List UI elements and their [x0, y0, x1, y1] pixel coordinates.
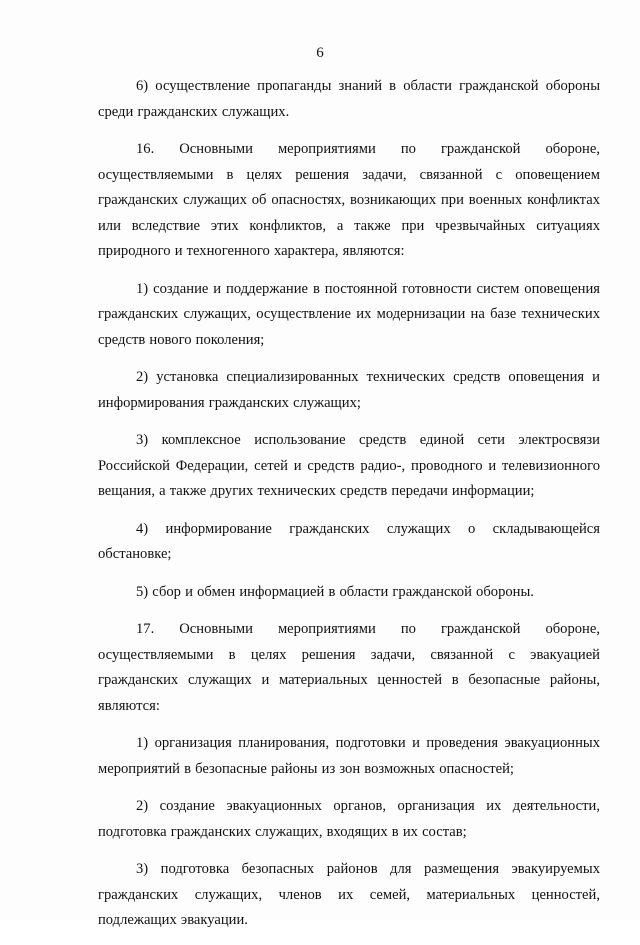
paragraph-item-3-safe-areas: 3) подготовка безопасных районов для размещения эвакуируемых гражданских служащих, членов их семей, материальных ценностей, подлежащих эвакуации. [98, 861, 600, 928]
document-body [98, 74, 600, 945]
paragraph-item-2-evacuation-bodies: 2) создание эвакуационных органов, организация их деятельности, подготовка гражданских служащих, входящих в их состав; [98, 798, 600, 840]
paragraph-item-4-informing: 4) информирование гражданских служащих о складывающейся обстановке; [98, 520, 600, 562]
paragraph-item-1-evacuation-planning: 1) организация планирования, подготовки и проведения эвакуационных мероприятий в безопасные районы из зон возможных опасностей; [98, 735, 600, 777]
page-number: 6 [316, 45, 324, 61]
paragraph-item-2-technical-means: 2) установка специализированных технических средств оповещения и информирования гражданских служащих; [98, 369, 600, 411]
paragraph-section-17: 17. Основными мероприятиями по гражданской обороне, осуществляемыми в целях решения задачи, связанной с эвакуацией гражданских служащих и материальных ценностей в безопасные районы, являются: [98, 621, 600, 714]
paragraph-item-1-notification-systems: 1) создание и поддержание в постоянной готовности систем оповещения гражданских служащих, осуществление их модернизации на базе технических средств нового поколения; [98, 280, 600, 348]
paragraph-item-6-propaganda: 6) осуществление пропаганды знаний в области гражданской обороны среди гражданских служащих. [98, 78, 600, 120]
paragraph-section-16: 16. Основными мероприятиями по гражданской обороне, осуществляемыми в целях решения задачи, связанной с оповещением гражданских служащих об опасностях, возникающих при военных конфликтах или вследствие этих конфликтов, а также при чрезвычайных ситуациях природного и техногенного характера, являются: [98, 141, 600, 259]
paragraph-item-5-info-exchange: 5) сбор и обмен информацией в области гражданской обороны. [136, 583, 534, 600]
paragraph-item-3-telecom-network: 3) комплексное использование средств единой сети электросвязи Российской Федерации, сетей и средств радио-, проводного и телевизионного вещания, а также других технических средств передачи информации; [98, 432, 600, 499]
